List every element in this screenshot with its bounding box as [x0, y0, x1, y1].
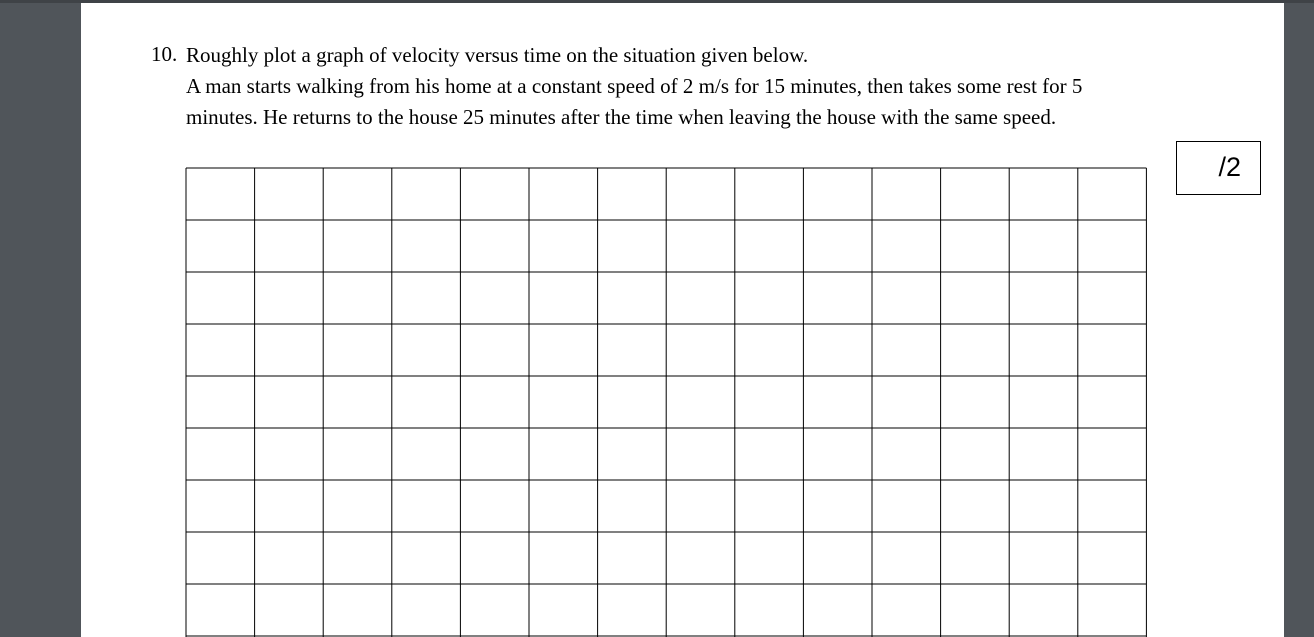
score-label: /2 — [1218, 152, 1241, 182]
question-body-line-1: A man starts walking from his home at a constant speed of 2 m/s for 15 minutes, then takes some rest for 5 — [186, 74, 1083, 98]
graph-grid-svg — [185, 167, 1147, 637]
graph-grid — [185, 167, 1147, 637]
question-prompt: Roughly plot a graph of velocity versus time on the situation given below. — [186, 43, 809, 67]
question-number: 10. — [151, 42, 178, 66]
score-box — [1176, 141, 1261, 195]
document-page — [81, 3, 1284, 637]
question-body-line-2: minutes. He returns to the house 25 minutes after the time when leaving the house with the same speed. — [186, 105, 1057, 129]
